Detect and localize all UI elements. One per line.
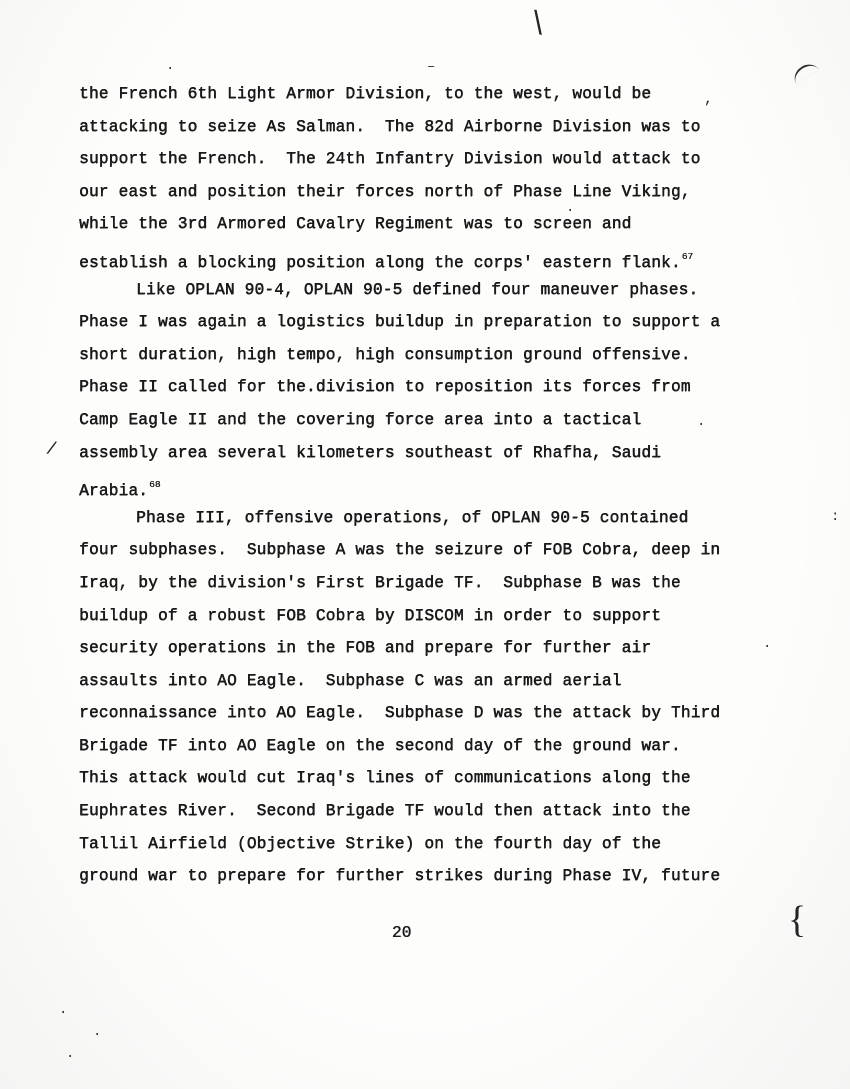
text-line: [79, 730, 739, 763]
text-line: [79, 795, 739, 828]
text-line: [79, 339, 739, 372]
scan-speck: –: [427, 59, 436, 75]
line-text: establish a blocking position along the corps' eastern flank.: [79, 253, 681, 272]
text-line: [79, 600, 739, 633]
text-line: [79, 143, 739, 176]
scan-speck: ·: [93, 1027, 102, 1043]
line-text: while the 3rd Armored Cavalry Regiment was to screen and: [79, 215, 632, 234]
text-line: [79, 274, 739, 307]
text-line: [79, 567, 739, 600]
text-line: [79, 469, 739, 502]
scan-speck: ·: [59, 1005, 68, 1021]
line-text: Phase II called for the.division to reposition its forces from: [79, 378, 691, 397]
text-line: [79, 208, 739, 241]
line-text: our east and position their forces north of Phase Line Viking,: [79, 182, 691, 201]
text-line: [79, 111, 739, 144]
line-text: Iraq, by the division's First Brigade TF. Subphase B was the: [79, 573, 681, 592]
text-line: [79, 665, 739, 698]
line-text: assaults into AO Eagle. Subphase C was an armed aerial: [79, 671, 622, 690]
text-line: [79, 78, 739, 111]
text-line: [79, 241, 739, 274]
text-line: [79, 176, 739, 209]
scan-speck: ·: [763, 639, 772, 655]
scan-mark-brace: {: [788, 899, 807, 941]
line-text: Phase III, offensive operations, of OPLAN 90-5 contained: [136, 508, 689, 527]
line-text: support the French. The 24th Infantry Division would attack to: [79, 150, 701, 169]
body-text: [79, 78, 739, 893]
line-text: Euphrates River. Second Brigade TF would then attack into the: [79, 802, 691, 821]
scan-speck: ·: [66, 1049, 75, 1065]
scan-mark-pen-stroke: \: [530, 1, 546, 43]
page-number: 20: [391, 924, 412, 942]
line-text: short duration, high tempo, high consumption ground offensive.: [79, 345, 691, 364]
text-line: [79, 697, 739, 730]
scan-mark-slash: /: [44, 439, 59, 461]
line-text: the French 6th Light Armor Division, to the west, would be: [79, 85, 652, 103]
text-line: [79, 404, 739, 437]
text-line: [79, 437, 739, 470]
text-line: [79, 306, 739, 339]
line-text: Brigade TF into AO Eagle on the second day of the ground war.: [79, 736, 681, 755]
line-text: This attack would cut Iraq's lines of communications along the: [79, 769, 691, 788]
footnote-ref-68: 68: [149, 479, 161, 491]
line-text: Like OPLAN 90-4, OPLAN 90-5 defined four maneuver phases.: [136, 280, 699, 299]
line-text: assembly area several kilometers southeast of Rhafha, Saudi: [79, 443, 661, 462]
scan-speck: :: [831, 509, 840, 525]
line-text: Camp Eagle II and the covering force area into a tactical: [79, 410, 642, 429]
line-text: four subphases. Subphase A was the seizure of FOB Cobra, deep in: [79, 541, 721, 560]
line-text: Phase I was again a logistics buildup in preparation to support a: [79, 313, 721, 332]
text-line: [79, 828, 739, 861]
text-line: [79, 860, 739, 893]
text-line: [79, 502, 739, 535]
scan-speck: ·: [566, 203, 575, 219]
scan-speck: ·: [697, 417, 706, 433]
line-text: Arabia.: [79, 482, 149, 501]
line-text: Tallil Airfield (Objective Strike) on the fourth day of the: [79, 834, 661, 853]
footnote-ref-67: 67: [681, 250, 694, 262]
line-text: ground war to prepare for further strikes during Phase IV, future: [79, 867, 721, 886]
line-text: reconnaissance into AO Eagle. Subphase D was the attack by Third: [79, 704, 721, 723]
text-line: [79, 534, 739, 567]
scan-mark-comma: ,: [704, 91, 714, 108]
line-text: security operations in the FOB and prepare for further air: [79, 639, 652, 658]
line-text: buildup of a robust FOB Cobra by DISCOM in order to support: [79, 606, 661, 625]
text-line: [79, 632, 739, 665]
scan-speck: ·: [166, 61, 175, 77]
line-text: attacking to seize As Salman. The 82d Airborne Division was to: [79, 117, 701, 136]
text-line: [79, 371, 739, 404]
text-line: [79, 762, 739, 795]
